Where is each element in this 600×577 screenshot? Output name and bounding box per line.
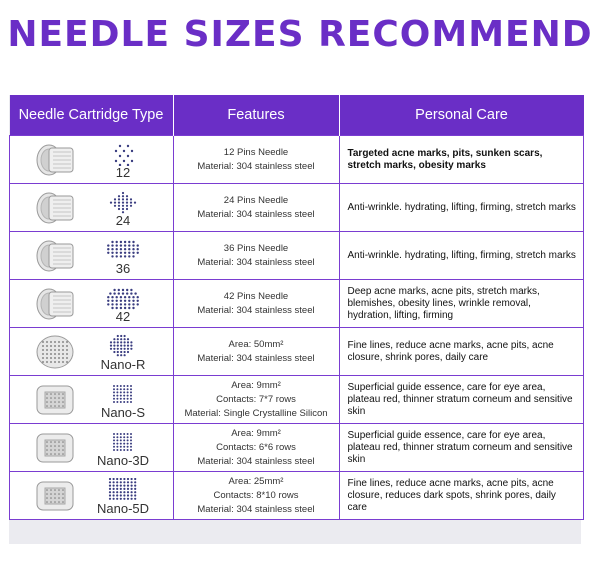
cartridge-illustration-icon xyxy=(35,478,75,514)
features-cell xyxy=(173,184,339,232)
table-row xyxy=(10,376,584,424)
cartridge-illustration-icon xyxy=(35,190,75,226)
personal-care-text: Anti-wrinkle. hydrating, lifting, firming, stretch marks xyxy=(347,249,576,261)
needle-pattern-icon xyxy=(98,238,148,262)
personal-care-cell xyxy=(339,328,584,376)
features-cell xyxy=(173,280,339,328)
table-row xyxy=(10,472,584,520)
cartridge-type-cell xyxy=(10,376,174,424)
needle-table xyxy=(9,95,584,520)
personal-care-cell xyxy=(339,136,584,184)
needle-table-panel xyxy=(9,95,581,544)
table-row xyxy=(10,184,584,232)
page-title: NEEDLE SIZES RECOMMEND xyxy=(7,14,593,55)
cartridge-label: Nano-3D xyxy=(96,453,150,468)
header-care: Personal Care xyxy=(339,95,584,136)
header-type: Needle Cartridge Type xyxy=(10,95,174,136)
feature-line: 12 Pins Needle xyxy=(223,146,289,158)
feature-line: Material: 304 stainless steel xyxy=(197,256,315,268)
personal-care-text: Fine lines, reduce acne marks, acne pits, acne closure, shrink pores, daily care xyxy=(347,339,554,363)
table-row xyxy=(10,328,584,376)
needle-pattern-icon xyxy=(98,286,148,310)
cartridge-type-cell xyxy=(10,280,174,328)
features-cell xyxy=(173,136,339,184)
feature-line: Area: 50mm² xyxy=(228,338,284,350)
cartridge-label: Nano-R xyxy=(100,357,146,372)
feature-line: Material: 304 stainless steel xyxy=(197,455,315,467)
personal-care-text: Superficial guide essence, care for eye area, plateau red, thinner stratum corneum and sensitive skin xyxy=(347,381,573,417)
feature-line: Material: 304 stainless steel xyxy=(197,208,315,220)
feature-line: 42 Pins Needle xyxy=(223,290,289,302)
cartridge-illustration-icon xyxy=(35,142,75,178)
cartridge-label: Nano-5D xyxy=(96,501,150,516)
personal-care-cell xyxy=(339,280,584,328)
features-cell xyxy=(173,328,339,376)
feature-line: Material: 304 stainless steel xyxy=(197,352,315,364)
cartridge-illustration-icon xyxy=(35,430,75,466)
table-header-row xyxy=(10,95,584,136)
needle-pattern-icon xyxy=(98,142,148,166)
cartridge-label: 36 xyxy=(115,261,131,276)
personal-care-cell xyxy=(339,472,584,520)
cartridge-illustration-icon xyxy=(35,334,75,370)
feature-line: 36 Pins Needle xyxy=(223,242,289,254)
table-row xyxy=(10,232,584,280)
cartridge-illustration-icon xyxy=(35,238,75,274)
features-cell xyxy=(173,232,339,280)
feature-line: Material: 304 stainless steel xyxy=(197,304,315,316)
cartridge-type-cell xyxy=(10,328,174,376)
feature-line: Contacts: 7*7 rows xyxy=(216,393,296,405)
needle-pattern-icon xyxy=(98,382,148,406)
feature-line: Material: 304 stainless steel xyxy=(197,503,315,515)
personal-care-cell xyxy=(339,184,584,232)
personal-care-cell xyxy=(339,424,584,472)
personal-care-text: Anti-wrinkle. hydrating, lifting, firming, stretch marks xyxy=(347,201,576,213)
feature-line: Material: 304 stainless steel xyxy=(197,160,315,172)
cartridge-label: Nano-S xyxy=(100,405,146,420)
feature-line: Contacts: 8*10 rows xyxy=(213,489,299,501)
features-cell xyxy=(173,472,339,520)
personal-care-text: Targeted acne marks, pits, sunken scars, stretch marks, obesity marks xyxy=(347,147,543,171)
cartridge-type-cell xyxy=(10,472,174,520)
header-features: Features xyxy=(173,95,339,136)
feature-line: Contacts: 6*6 rows xyxy=(216,441,296,453)
cartridge-type-cell xyxy=(10,184,174,232)
features-cell xyxy=(173,424,339,472)
feature-line: Area: 9mm² xyxy=(231,379,281,391)
cartridge-type-cell xyxy=(10,232,174,280)
feature-line: 24 Pins Needle xyxy=(223,194,289,206)
features-cell xyxy=(173,376,339,424)
cartridge-label: 24 xyxy=(115,213,131,228)
feature-line: Material: Single Crystalline Silicon xyxy=(184,407,328,419)
table-row xyxy=(10,280,584,328)
feature-line: Area: 9mm² xyxy=(231,427,281,439)
personal-care-text: Superficial guide essence, care for eye area, plateau red, thinner stratum corneum and sensitive skin xyxy=(347,429,573,465)
cartridge-label: 12 xyxy=(115,165,131,180)
personal-care-cell xyxy=(339,232,584,280)
feature-line: Area: 25mm² xyxy=(228,475,284,487)
personal-care-cell xyxy=(339,376,584,424)
cartridge-illustration-icon xyxy=(35,382,75,418)
needle-pattern-icon xyxy=(98,334,148,358)
cartridge-label: 42 xyxy=(115,309,131,324)
needle-pattern-icon xyxy=(98,190,148,214)
personal-care-text: Deep acne marks, acne pits, stretch marks, blemishes, obesity lines, wrinkle removal, hydration, lifting, firming xyxy=(347,285,540,321)
cartridge-illustration-icon xyxy=(35,286,75,322)
table-row xyxy=(10,424,584,472)
personal-care-text: Fine lines, reduce acne marks, acne pits, acne closure, reduces dark spots, shrink pores, daily care xyxy=(347,477,556,513)
table-row xyxy=(10,136,584,184)
needle-pattern-icon xyxy=(98,430,148,454)
needle-pattern-icon xyxy=(98,478,148,502)
cartridge-type-cell xyxy=(10,136,174,184)
cartridge-type-cell xyxy=(10,424,174,472)
